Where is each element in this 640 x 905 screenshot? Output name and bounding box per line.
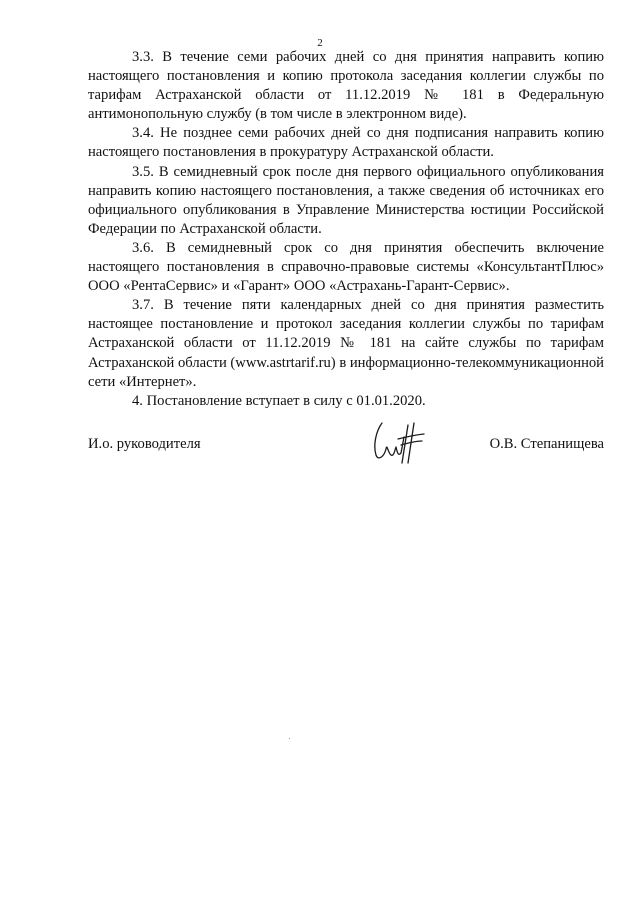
paragraph-3-6: 3.6. В семидневный срок со дня принятия обеспечить включение настоящего постановления в справочно-правовые системы «КонсультантПлюс» ООО «РентаСервис» и «Гарант» ООО «Астрахань-Гарант-Сервис». <box>88 239 604 295</box>
paragraph-4: 4. Постановление вступает в силу с 01.01.2020. <box>132 392 426 409</box>
paragraph-3-3: 3.3. В течение семи рабочих дней со дня принятия направить копию настоящего постановления и копию протокола заседания коллегии службы по тарифам Астраханской области от 11.12.2019 № 181 в Федеральную антимонопольную службу (в том числе в электронном виде). <box>88 49 604 123</box>
signatory-name: О.В. Степанищева <box>489 436 604 452</box>
handwritten-signature <box>368 417 428 467</box>
signatory-title: И.о. руководителя <box>88 436 201 452</box>
page-number: 2 <box>317 37 323 49</box>
paragraph-3-7: 3.7. В течение пяти календарных дней со дня принятия разместить настоящее постановление и протокол заседания коллегии службы по тарифам Астраханской области от 11.12.2019 № 181 на сайте службы по тарифам Астраханской области (www.astrtarif.ru) в информационно-телекоммуникационной сети «Интернет». <box>88 297 604 390</box>
paragraph-3-4: 3.4. Не позднее семи рабочих дней со дня подписания направить копию настоящего постановления в прокуратуру Астраханской области. <box>88 125 604 161</box>
scan-speck <box>289 738 290 739</box>
document-body <box>88 48 604 411</box>
paragraph-3-5: 3.5. В семидневный срок после дня первого официального опубликования направить копию настоящего постановления, а также сведения об источниках его официального опубликования в Управление Министерства юстиции Российской Федерации по Астраханской области. <box>88 163 604 237</box>
signature-block <box>88 435 604 455</box>
